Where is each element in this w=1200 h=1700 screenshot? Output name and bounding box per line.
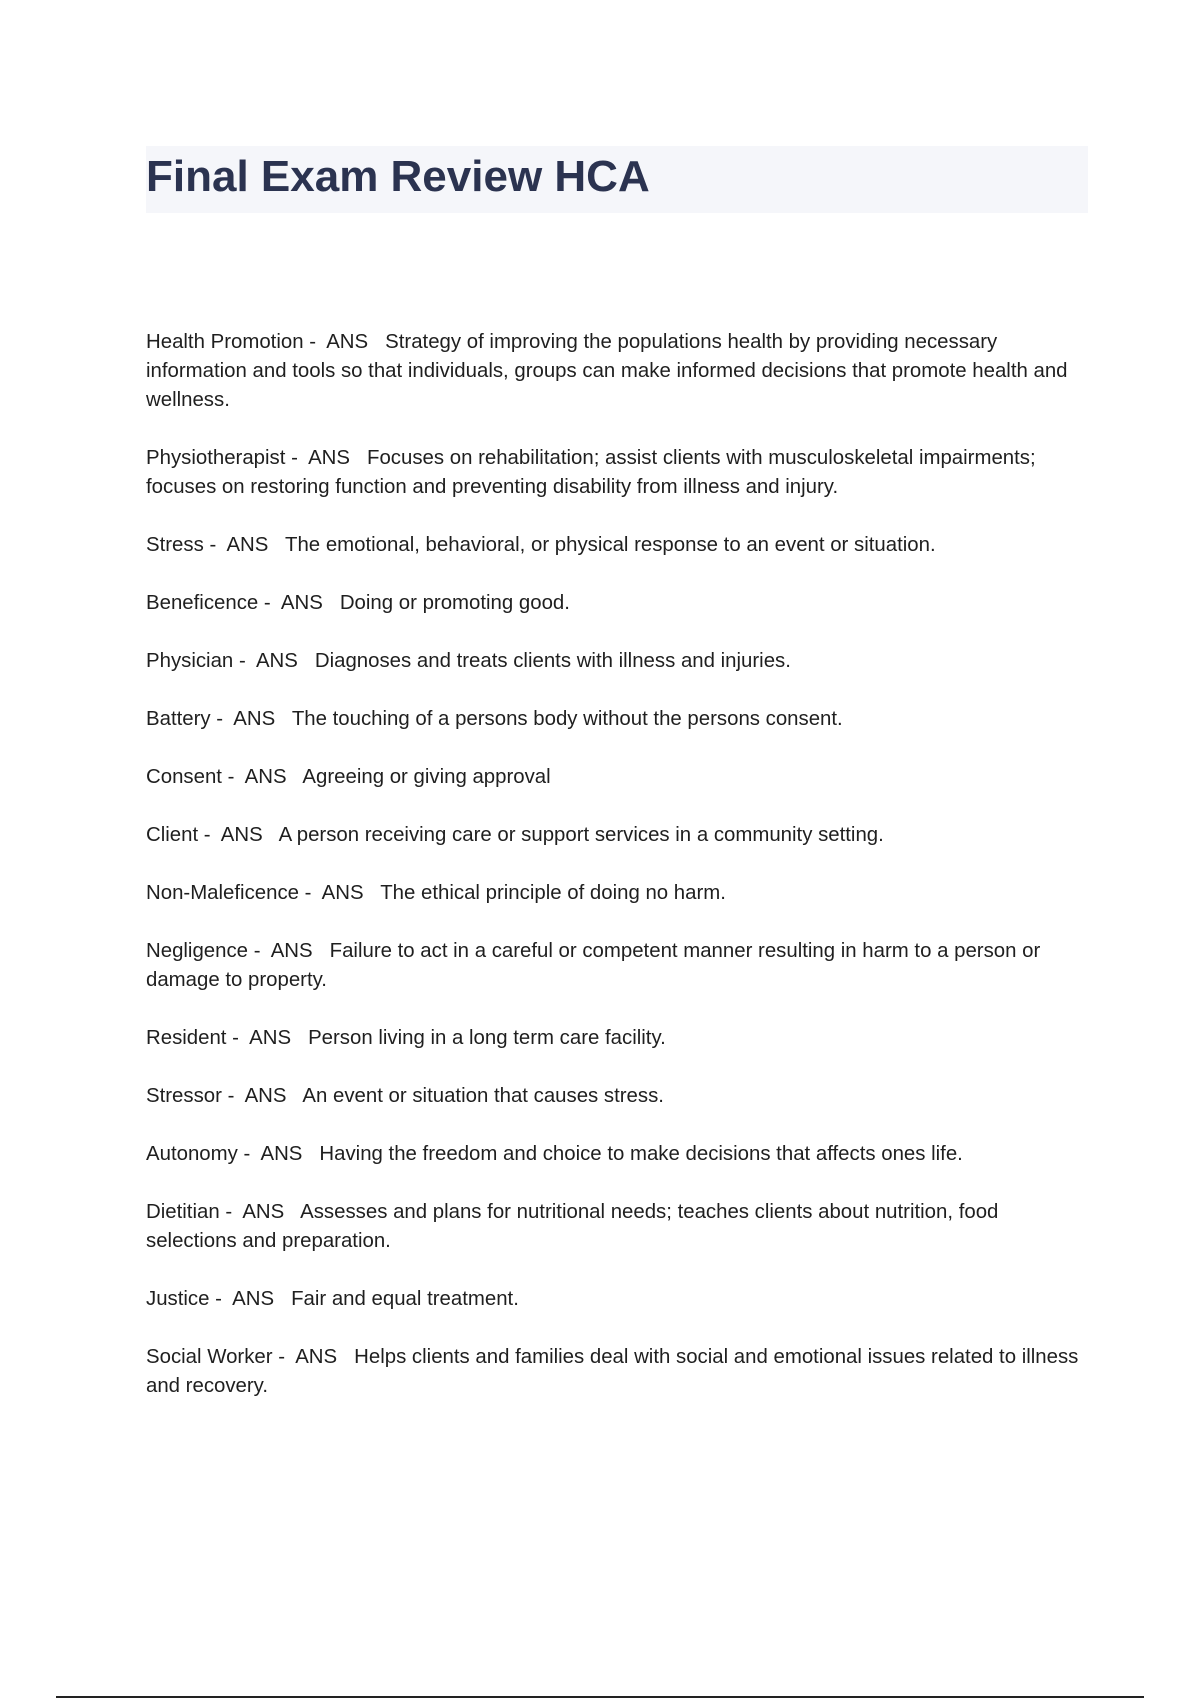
entry-term: Stress xyxy=(146,534,204,556)
footer-divider xyxy=(56,1696,1144,1698)
list-item xyxy=(146,444,1088,502)
entry-separator: - ANS xyxy=(226,1027,309,1049)
title-band xyxy=(146,146,1088,213)
entry-definition: Strategy of improving the populations health by providing necessary information and tools so that individuals, groups can make informed decisions that promote health and wellness. xyxy=(146,331,1074,411)
list-item xyxy=(146,589,1088,618)
entry-definition: Focuses on rehabilitation; assist clients with musculoskeletal impairments; focuses on restoring function and preventing disability from illness and injury. xyxy=(146,447,1042,498)
entry-definition: Failure to act in a careful or competent manner resulting in harm to a person or damage to property. xyxy=(146,940,1046,991)
list-item xyxy=(146,763,1088,792)
entry-separator: - ANS xyxy=(221,766,303,788)
list-item xyxy=(146,1198,1088,1256)
entry-definition: Helps clients and families deal with social and emotional issues related to illness and recovery. xyxy=(146,1346,1085,1397)
entry-term: Battery xyxy=(146,708,211,730)
list-item xyxy=(146,328,1088,415)
entry-separator: - ANS xyxy=(219,1201,301,1223)
list-item xyxy=(146,1082,1088,1111)
entry-separator: - ANS xyxy=(233,650,315,672)
entry-separator: - ANS xyxy=(221,1085,303,1107)
entry-definition: A person receiving care or support services in a community setting. xyxy=(278,824,884,846)
list-item xyxy=(146,705,1088,734)
entry-separator: - ANS xyxy=(210,708,292,730)
entry-definition: Doing or promoting good. xyxy=(339,592,570,614)
list-item xyxy=(146,1024,1088,1053)
entry-definition: Diagnoses and treats clients with illness and injuries. xyxy=(314,650,791,672)
entry-definition: Agreeing or giving approval xyxy=(302,766,551,788)
flashcard-list xyxy=(146,328,1088,1430)
entry-separator: - ANS xyxy=(209,1288,292,1310)
list-item xyxy=(146,1343,1088,1401)
entry-term: Physiotherapist xyxy=(146,447,286,469)
entry-term: Health Promotion xyxy=(146,331,304,353)
entry-separator: - ANS xyxy=(258,592,340,614)
entry-definition: Person living in a long term care facility. xyxy=(308,1027,666,1049)
entry-definition: The touching of a persons body without the persons consent. xyxy=(291,708,843,730)
entry-definition: Having the freedom and choice to make decisions that affects ones life. xyxy=(319,1143,963,1165)
list-item xyxy=(146,1140,1088,1169)
entry-term: Consent xyxy=(146,766,222,788)
entry-definition: The ethical principle of doing no harm. xyxy=(380,882,726,904)
entry-term: Physician xyxy=(146,650,234,672)
entry-separator: - ANS xyxy=(272,1346,355,1368)
entry-separator: - ANS xyxy=(203,534,286,556)
entry-separator: - ANS xyxy=(248,940,330,962)
entry-separator: - ANS xyxy=(237,1143,320,1165)
entry-term: Beneficence xyxy=(146,592,259,614)
entry-term: Non-Maleficence xyxy=(146,882,299,904)
entry-term: Negligence xyxy=(146,940,249,962)
entry-term: Dietitian xyxy=(146,1201,220,1223)
entry-separator: - ANS xyxy=(303,331,386,353)
entry-term: Autonomy xyxy=(146,1143,238,1165)
list-item xyxy=(146,1285,1088,1314)
entry-separator: - ANS xyxy=(299,882,381,904)
list-item xyxy=(146,879,1088,908)
entry-term: Client xyxy=(146,824,199,846)
list-item xyxy=(146,937,1088,995)
entry-term: Resident xyxy=(146,1027,227,1049)
list-item xyxy=(146,821,1088,850)
list-item xyxy=(146,531,1088,560)
page-title: Final Exam Review HCA xyxy=(146,152,650,201)
entry-definition: An event or situation that causes stress. xyxy=(302,1085,664,1107)
entry-definition: The emotional, behavioral, or physical response to an event or situation. xyxy=(285,534,936,556)
entry-definition: Fair and equal treatment. xyxy=(291,1288,519,1310)
entry-term: Justice xyxy=(146,1288,210,1310)
entry-separator: - ANS xyxy=(285,447,368,469)
entry-definition: Assesses and plans for nutritional needs; teaches clients about nutrition, food selections and preparation. xyxy=(146,1201,1005,1252)
entry-term: Stressor xyxy=(146,1085,222,1107)
entry-separator: - ANS xyxy=(198,824,279,846)
list-item xyxy=(146,647,1088,676)
entry-term: Social Worker xyxy=(146,1346,273,1368)
